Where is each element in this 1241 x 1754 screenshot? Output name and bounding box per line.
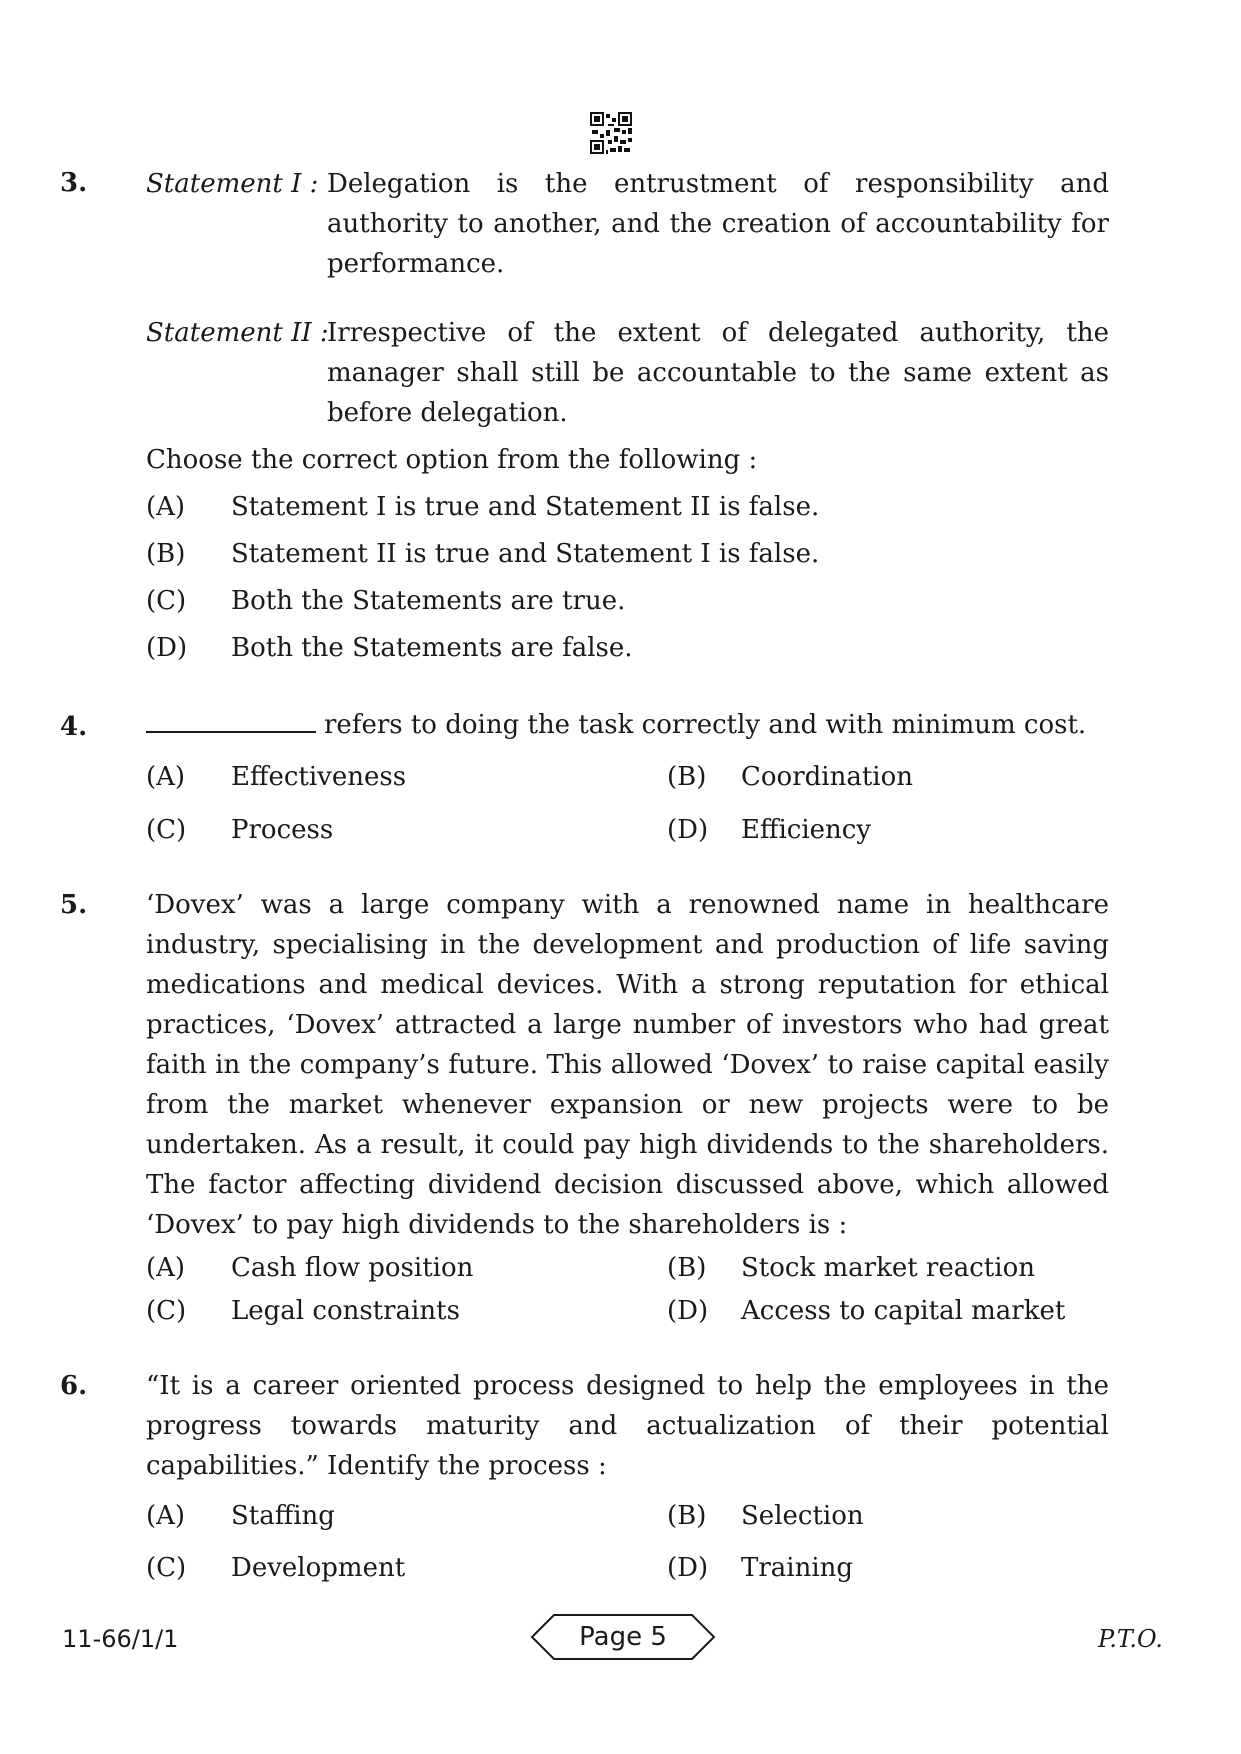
question-number-6: 6. (60, 1371, 88, 1401)
q4-option-a-text: Effectiveness (231, 762, 407, 792)
q3-option-c-text: Both the Statements are true. (231, 586, 626, 616)
q5-line: industry, specialising in the development and production of life saving (146, 930, 1109, 960)
q5-option-c-text: Legal constraints (231, 1296, 460, 1326)
q3-option-a-text: Statement I is true and Statement II is false. (231, 492, 820, 522)
q3-option-b-letter: (B) (146, 539, 186, 569)
q5-line: faith in the company’s future. This allowed ‘Dovex’ to raise capital easily (146, 1050, 1109, 1080)
q4-option-b-text: Coordination (741, 762, 913, 792)
statement-1-line-3: performance. (327, 249, 505, 279)
q5-line: from the market whenever expansion or new projects were to be (146, 1090, 1109, 1120)
question-3-prompt: Choose the correct option from the following : (146, 445, 758, 475)
q6-option-c-text: Development (231, 1553, 406, 1583)
paper-code: 11-66/1/1 (62, 1625, 179, 1653)
statement-1-line-2: authority to another, and the creation of accountability for (327, 209, 1109, 239)
answer-blank (146, 707, 316, 733)
q4-option-c-letter: (C) (146, 815, 187, 845)
q5-option-a-letter: (A) (146, 1253, 186, 1283)
q5-line: undertaken. As a result, it could pay high dividends to the shareholders. (146, 1130, 1109, 1160)
page-number: Page 5 (579, 1622, 667, 1652)
q6-line: “It is a career oriented process designed to help the employees in the (146, 1371, 1109, 1401)
q5-line: ‘Dovex’ was a large company with a renowned name in healthcare (146, 890, 1109, 920)
q6-option-d-text: Training (741, 1553, 854, 1583)
q6-line: capabilities.” Identify the process : (146, 1451, 607, 1481)
q4-option-d-letter: (D) (667, 815, 709, 845)
q5-option-d-letter: (D) (667, 1296, 709, 1326)
question-number-5: 5. (60, 890, 88, 920)
q3-option-a-letter: (A) (146, 492, 186, 522)
q4-option-a-letter: (A) (146, 762, 186, 792)
q5-line: The factor affecting dividend decision discussed above, which allowed (146, 1170, 1109, 1200)
statement-2-line-1: Irrespective of the extent of delegated authority, the (327, 318, 1109, 348)
q3-option-c-letter: (C) (146, 586, 187, 616)
q4-option-b-letter: (B) (667, 762, 707, 792)
q5-option-c-letter: (C) (146, 1296, 187, 1326)
q3-option-d-letter: (D) (146, 633, 188, 663)
q5-line: medications and medical devices. With a strong reputation for ethical (146, 970, 1109, 1000)
q4-option-d-text: Efficiency (741, 815, 872, 845)
statement-2-line-3: before delegation. (327, 398, 568, 428)
q6-option-d-letter: (D) (667, 1553, 709, 1583)
q5-option-a-text: Cash flow position (231, 1253, 474, 1283)
q3-option-d-text: Both the Statements are false. (231, 633, 633, 663)
statement-2-label: Statement II : (146, 318, 329, 348)
q6-option-a-text: Staffing (231, 1501, 335, 1531)
q6-option-b-text: Selection (741, 1501, 864, 1531)
question-number-3: 3. (60, 168, 88, 198)
statement-1-line-1: Delegation is the entrustment of responsibility and (327, 169, 1109, 199)
page-number-badge (530, 1612, 716, 1662)
q4-option-c-text: Process (231, 815, 334, 845)
question-4-text (146, 705, 1086, 745)
q5-line: ‘Dovex’ to pay high dividends to the shareholders is : (146, 1210, 848, 1240)
q6-option-a-letter: (A) (146, 1501, 186, 1531)
qr-code-icon (590, 112, 632, 154)
q6-line: progress towards maturity and actualization of their potential (146, 1411, 1109, 1441)
q6-option-c-letter: (C) (146, 1553, 187, 1583)
question-4-body: refers to doing the task correctly and with minimum cost. (324, 710, 1087, 740)
q3-option-b-text: Statement II is true and Statement I is false. (231, 539, 820, 569)
q5-line: practices, ‘Dovex’ attracted a large number of investors who had great (146, 1010, 1109, 1040)
q5-option-d-text: Access to capital market (741, 1296, 1066, 1326)
please-turn-over: P.T.O. (1098, 1625, 1163, 1653)
question-number-4: 4. (60, 712, 88, 742)
statement-1-label: Statement I : (146, 169, 319, 199)
q5-option-b-letter: (B) (667, 1253, 707, 1283)
statement-2-line-2: manager shall still be accountable to the same extent as (327, 358, 1109, 388)
q5-option-b-text: Stock market reaction (741, 1253, 1035, 1283)
q6-option-b-letter: (B) (667, 1501, 707, 1531)
